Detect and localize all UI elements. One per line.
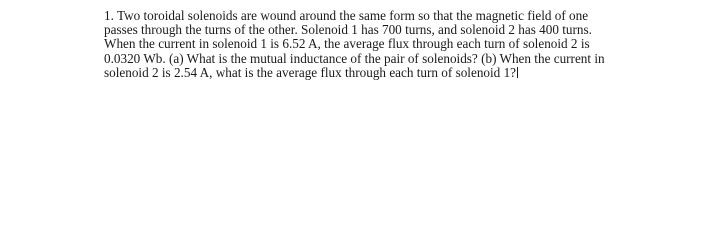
problem-text-block [104,9,620,80]
document-page [0,0,720,101]
text-cursor [517,67,518,78]
problem-statement: 1. Two toroidal solenoids are wound around the same form so that the magnetic field of one passes through the turns of the other. Solenoid 1 has 700 turns, and solenoid 2 has 400 turns. When the current in solenoid 1 is 6.52 A, the average flux through each turn of solenoid 2 is 0.0320 Wb. (a) What is the mutual inductance of the pair of solenoids? (b) When the current in solenoid 2 is 2.54 A, what is the average flux through each turn of solenoid 1? [104,8,605,80]
